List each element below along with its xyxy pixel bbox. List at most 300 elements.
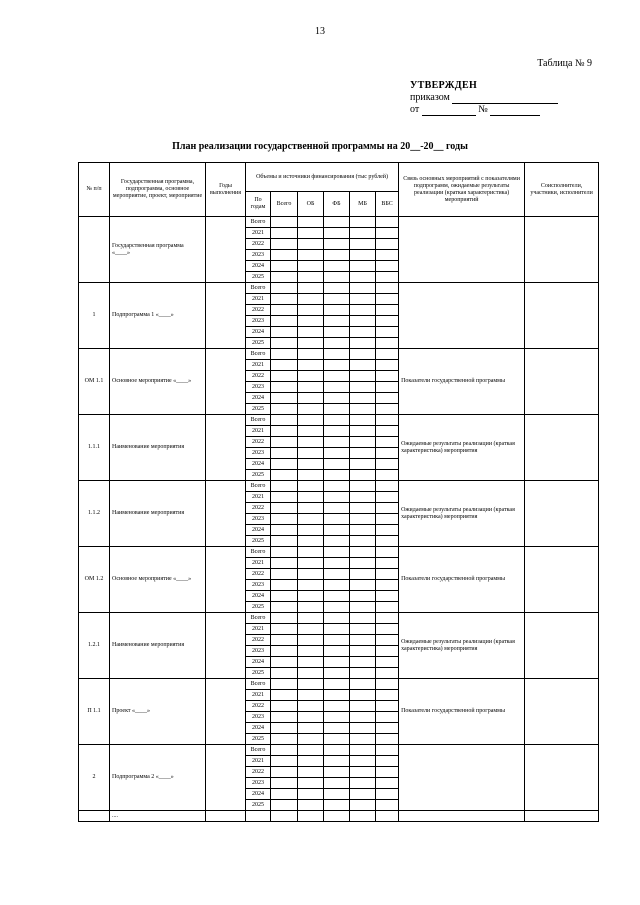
amount-cell — [376, 514, 399, 525]
amount-cell — [376, 349, 399, 360]
amount-cell — [376, 789, 399, 800]
amount-cell — [350, 525, 376, 536]
year-cell: 2024 — [246, 723, 271, 734]
trailing-cell — [350, 811, 376, 822]
amount-cell — [376, 800, 399, 811]
page-number: 13 — [315, 26, 325, 37]
year-cell: 2023 — [246, 250, 271, 261]
amount-cell — [376, 613, 399, 624]
amount-cell — [298, 393, 324, 404]
amount-cell — [350, 316, 376, 327]
amount-cell — [324, 723, 350, 734]
amount-cell — [298, 283, 324, 294]
amount-cell — [376, 272, 399, 283]
amount-cell — [350, 305, 376, 316]
header-mb: МБ — [350, 192, 376, 217]
row-link-description — [399, 745, 525, 811]
amount-cell — [376, 536, 399, 547]
amount-cell — [376, 261, 399, 272]
amount-cell — [271, 470, 298, 481]
amount-cell — [376, 569, 399, 580]
amount-cell — [298, 294, 324, 305]
amount-cell — [298, 657, 324, 668]
amount-cell — [298, 250, 324, 261]
row-executors — [525, 283, 599, 349]
amount-cell — [271, 580, 298, 591]
amount-cell — [376, 481, 399, 492]
row-link-description — [399, 283, 525, 349]
year-cell: 2021 — [246, 426, 271, 437]
amount-cell — [271, 283, 298, 294]
amount-cell — [376, 327, 399, 338]
amount-cell — [350, 701, 376, 712]
amount-cell — [298, 789, 324, 800]
year-cell: 2021 — [246, 360, 271, 371]
approval-block — [410, 80, 558, 116]
amount-cell — [350, 382, 376, 393]
amount-cell — [324, 613, 350, 624]
amount-cell — [376, 646, 399, 657]
row-number: 1.1.2 — [79, 481, 110, 547]
row-item-name: Подпрограмма 2 «____» — [110, 745, 206, 811]
amount-cell — [271, 646, 298, 657]
year-cell: 2022 — [246, 437, 271, 448]
table-row — [79, 481, 599, 492]
year-cell: 2022 — [246, 503, 271, 514]
amount-cell — [271, 481, 298, 492]
amount-cell — [350, 459, 376, 470]
amount-cell — [271, 734, 298, 745]
amount-cell — [324, 503, 350, 514]
amount-cell — [298, 239, 324, 250]
year-cell: Всего — [246, 283, 271, 294]
row-number: 1.1.1 — [79, 415, 110, 481]
amount-cell — [271, 569, 298, 580]
year-cell: Всего — [246, 679, 271, 690]
amount-cell — [350, 734, 376, 745]
amount-cell — [298, 624, 324, 635]
amount-cell — [350, 228, 376, 239]
header-years: Годы выполнения — [206, 163, 246, 217]
table-row — [79, 349, 599, 360]
amount-cell — [324, 481, 350, 492]
header-link: Связь основных мероприятий с показателями подпрограмм, ожидаемые результаты реализации (краткая характеристика) мероприятий — [399, 163, 525, 217]
amount-cell — [271, 239, 298, 250]
year-cell: 2022 — [246, 305, 271, 316]
amount-cell — [271, 349, 298, 360]
amount-cell — [350, 415, 376, 426]
amount-cell — [298, 228, 324, 239]
year-cell: 2021 — [246, 294, 271, 305]
amount-cell — [350, 371, 376, 382]
amount-cell — [324, 492, 350, 503]
row-link-description: Ожидаемые результаты реализации (краткая характеристика) мероприятия — [399, 415, 525, 481]
amount-cell — [298, 316, 324, 327]
year-cell: 2025 — [246, 338, 271, 349]
amount-cell — [271, 536, 298, 547]
amount-cell — [271, 514, 298, 525]
row-number: ОМ 1.1 — [79, 349, 110, 415]
amount-cell — [350, 580, 376, 591]
amount-cell — [324, 668, 350, 679]
amount-cell — [298, 767, 324, 778]
amount-cell — [324, 250, 350, 261]
amount-cell — [324, 778, 350, 789]
amount-cell — [298, 778, 324, 789]
amount-cell — [324, 734, 350, 745]
amount-cell — [324, 316, 350, 327]
year-cell: 2021 — [246, 756, 271, 767]
amount-cell — [271, 360, 298, 371]
row-years-cell — [206, 283, 246, 349]
year-cell: 2023 — [246, 646, 271, 657]
row-item-name: Государственная программа «____» — [110, 217, 206, 283]
table-row — [79, 679, 599, 690]
amount-cell — [324, 371, 350, 382]
year-cell: Всего — [246, 613, 271, 624]
amount-cell — [298, 646, 324, 657]
amount-cell — [271, 679, 298, 690]
trailing-cell — [324, 811, 350, 822]
amount-cell — [376, 679, 399, 690]
trailing-cell — [399, 811, 525, 822]
approval-order-line — [410, 92, 558, 104]
amount-cell — [271, 602, 298, 613]
amount-cell — [350, 657, 376, 668]
amount-cell — [298, 525, 324, 536]
amount-cell — [376, 228, 399, 239]
amount-cell — [376, 723, 399, 734]
row-link-description: Показатели государственной программы — [399, 547, 525, 613]
amount-cell — [324, 558, 350, 569]
amount-cell — [324, 360, 350, 371]
header-fb: ФБ — [324, 192, 350, 217]
amount-cell — [376, 690, 399, 701]
header-total: Всего — [271, 192, 298, 217]
amount-cell — [271, 767, 298, 778]
year-cell: 2023 — [246, 448, 271, 459]
amount-cell — [350, 327, 376, 338]
amount-cell — [271, 228, 298, 239]
amount-cell — [271, 657, 298, 668]
amount-cell — [376, 371, 399, 382]
amount-cell — [271, 701, 298, 712]
amount-cell — [324, 404, 350, 415]
row-number — [79, 217, 110, 283]
year-cell: 2024 — [246, 327, 271, 338]
amount-cell — [298, 404, 324, 415]
row-years-cell — [206, 349, 246, 415]
amount-cell — [376, 525, 399, 536]
year-cell: Всего — [246, 217, 271, 228]
trailing-cell — [79, 811, 110, 822]
amount-cell — [350, 800, 376, 811]
table-row — [79, 415, 599, 426]
row-link-description — [399, 217, 525, 283]
table-row — [79, 547, 599, 558]
number-blank — [490, 107, 540, 116]
year-cell: 2024 — [246, 393, 271, 404]
row-number: ОМ 1.2 — [79, 547, 110, 613]
amount-cell — [271, 756, 298, 767]
amount-cell — [350, 470, 376, 481]
amount-cell — [376, 492, 399, 503]
amount-cell — [298, 426, 324, 437]
amount-cell — [350, 536, 376, 547]
amount-cell — [271, 547, 298, 558]
row-years-cell — [206, 547, 246, 613]
trailing-cell — [298, 811, 324, 822]
row-executors — [525, 217, 599, 283]
amount-cell — [271, 492, 298, 503]
amount-cell — [324, 657, 350, 668]
amount-cell — [271, 712, 298, 723]
amount-cell — [350, 426, 376, 437]
amount-cell — [298, 261, 324, 272]
amount-cell — [376, 316, 399, 327]
amount-cell — [271, 294, 298, 305]
amount-cell — [324, 272, 350, 283]
year-cell: 2022 — [246, 701, 271, 712]
table-row-trailing — [79, 811, 599, 822]
amount-cell — [376, 778, 399, 789]
amount-cell — [376, 217, 399, 228]
year-cell: 2023 — [246, 514, 271, 525]
amount-cell — [324, 602, 350, 613]
amount-cell — [350, 789, 376, 800]
amount-cell — [350, 514, 376, 525]
amount-cell — [271, 371, 298, 382]
trailing-cell — [206, 811, 246, 822]
year-cell: Всего — [246, 547, 271, 558]
year-cell: 2025 — [246, 470, 271, 481]
amount-cell — [324, 525, 350, 536]
amount-cell — [376, 360, 399, 371]
amount-cell — [271, 459, 298, 470]
amount-cell — [298, 481, 324, 492]
amount-cell — [324, 239, 350, 250]
amount-cell — [324, 767, 350, 778]
amount-cell — [298, 437, 324, 448]
amount-cell — [271, 745, 298, 756]
year-cell: 2021 — [246, 492, 271, 503]
amount-cell — [324, 547, 350, 558]
amount-cell — [271, 503, 298, 514]
amount-cell — [324, 756, 350, 767]
row-executors — [525, 745, 599, 811]
amount-cell — [271, 635, 298, 646]
amount-cell — [350, 437, 376, 448]
year-cell: 2023 — [246, 316, 271, 327]
amount-cell — [350, 272, 376, 283]
year-cell: Всего — [246, 415, 271, 426]
amount-cell — [298, 470, 324, 481]
amount-cell — [324, 536, 350, 547]
amount-cell — [324, 580, 350, 591]
header-program: Государственная программа, подпрограмма, основное мероприятие, проект, мероприятие — [110, 163, 206, 217]
table-label: Таблица № 9 — [537, 58, 592, 69]
amount-cell — [298, 547, 324, 558]
approval-title: УТВЕРЖДЕН — [410, 80, 478, 91]
amount-cell — [350, 690, 376, 701]
year-cell: 2025 — [246, 800, 271, 811]
row-executors — [525, 349, 599, 415]
amount-cell — [376, 426, 399, 437]
amount-cell — [298, 734, 324, 745]
amount-cell — [271, 217, 298, 228]
amount-cell — [298, 800, 324, 811]
year-cell: 2023 — [246, 382, 271, 393]
amount-cell — [271, 778, 298, 789]
row-executors — [525, 547, 599, 613]
amount-cell — [298, 569, 324, 580]
amount-cell — [271, 327, 298, 338]
amount-cell — [271, 316, 298, 327]
approval-from-label: от — [410, 104, 420, 115]
amount-cell — [376, 767, 399, 778]
amount-cell — [350, 349, 376, 360]
year-cell: 2025 — [246, 536, 271, 547]
amount-cell — [376, 470, 399, 481]
amount-cell — [271, 393, 298, 404]
year-cell: 2023 — [246, 712, 271, 723]
amount-cell — [350, 635, 376, 646]
amount-cell — [350, 646, 376, 657]
amount-cell — [271, 261, 298, 272]
trailing-cell — [246, 811, 271, 822]
amount-cell — [324, 800, 350, 811]
amount-cell — [324, 635, 350, 646]
row-item-name: Подпрограмма 1 «____» — [110, 283, 206, 349]
amount-cell — [324, 415, 350, 426]
approval-number-label: № — [478, 104, 488, 115]
amount-cell — [324, 217, 350, 228]
amount-cell — [376, 393, 399, 404]
amount-cell — [324, 701, 350, 712]
year-cell: 2024 — [246, 459, 271, 470]
year-cell: 2022 — [246, 371, 271, 382]
amount-cell — [324, 624, 350, 635]
amount-cell — [324, 591, 350, 602]
row-executors — [525, 613, 599, 679]
amount-cell — [350, 261, 376, 272]
amount-cell — [324, 459, 350, 470]
row-years-cell — [206, 481, 246, 547]
trailing-cell — [376, 811, 399, 822]
amount-cell — [324, 261, 350, 272]
amount-cell — [376, 382, 399, 393]
amount-cell — [298, 536, 324, 547]
amount-cell — [271, 382, 298, 393]
amount-cell — [324, 338, 350, 349]
year-cell: 2022 — [246, 635, 271, 646]
amount-cell — [376, 668, 399, 679]
amount-cell — [271, 613, 298, 624]
amount-cell — [271, 624, 298, 635]
year-cell: 2023 — [246, 778, 271, 789]
amount-cell — [271, 690, 298, 701]
year-cell: 2022 — [246, 569, 271, 580]
amount-cell — [324, 745, 350, 756]
amount-cell — [298, 514, 324, 525]
header-by-year: По годам — [246, 192, 271, 217]
header-num: № п/п — [79, 163, 110, 217]
amount-cell — [271, 305, 298, 316]
amount-cell — [350, 393, 376, 404]
amount-cell — [298, 679, 324, 690]
trailing-ellipsis: .... — [110, 811, 206, 822]
amount-cell — [298, 217, 324, 228]
year-cell: 2025 — [246, 602, 271, 613]
amount-cell — [324, 690, 350, 701]
amount-cell — [324, 305, 350, 316]
amount-cell — [298, 371, 324, 382]
amount-cell — [298, 635, 324, 646]
amount-cell — [376, 503, 399, 514]
amount-cell — [376, 305, 399, 316]
amount-cell — [350, 778, 376, 789]
amount-cell — [350, 448, 376, 459]
amount-cell — [350, 503, 376, 514]
amount-cell — [298, 580, 324, 591]
amount-cell — [324, 327, 350, 338]
amount-cell — [324, 393, 350, 404]
amount-cell — [324, 426, 350, 437]
plan-table — [78, 162, 599, 822]
amount-cell — [350, 338, 376, 349]
amount-cell — [350, 569, 376, 580]
amount-cell — [350, 723, 376, 734]
amount-cell — [376, 437, 399, 448]
amount-cell — [298, 459, 324, 470]
year-cell: 2024 — [246, 525, 271, 536]
amount-cell — [298, 327, 324, 338]
amount-cell — [376, 250, 399, 261]
row-link-description: Показатели государственной программы — [399, 679, 525, 745]
row-item-name: Наименование мероприятия — [110, 415, 206, 481]
row-executors — [525, 415, 599, 481]
amount-cell — [350, 767, 376, 778]
amount-cell — [350, 283, 376, 294]
row-item-name: Наименование мероприятия — [110, 481, 206, 547]
header-executors: Соисполнители, участники, исполнители — [525, 163, 599, 217]
amount-cell — [298, 602, 324, 613]
amount-cell — [271, 404, 298, 415]
amount-cell — [376, 580, 399, 591]
amount-cell — [350, 624, 376, 635]
amount-cell — [350, 481, 376, 492]
amount-cell — [376, 602, 399, 613]
amount-cell — [324, 228, 350, 239]
amount-cell — [376, 415, 399, 426]
amount-cell — [271, 426, 298, 437]
amount-cell — [324, 789, 350, 800]
amount-cell — [271, 250, 298, 261]
year-cell: 2022 — [246, 767, 271, 778]
amount-cell — [376, 657, 399, 668]
amount-cell — [271, 668, 298, 679]
amount-cell — [298, 492, 324, 503]
amount-cell — [298, 305, 324, 316]
amount-cell — [298, 382, 324, 393]
amount-cell — [350, 217, 376, 228]
amount-cell — [350, 492, 376, 503]
year-cell: 2025 — [246, 668, 271, 679]
amount-cell — [298, 756, 324, 767]
amount-cell — [376, 404, 399, 415]
row-years-cell — [206, 415, 246, 481]
amount-cell — [324, 679, 350, 690]
